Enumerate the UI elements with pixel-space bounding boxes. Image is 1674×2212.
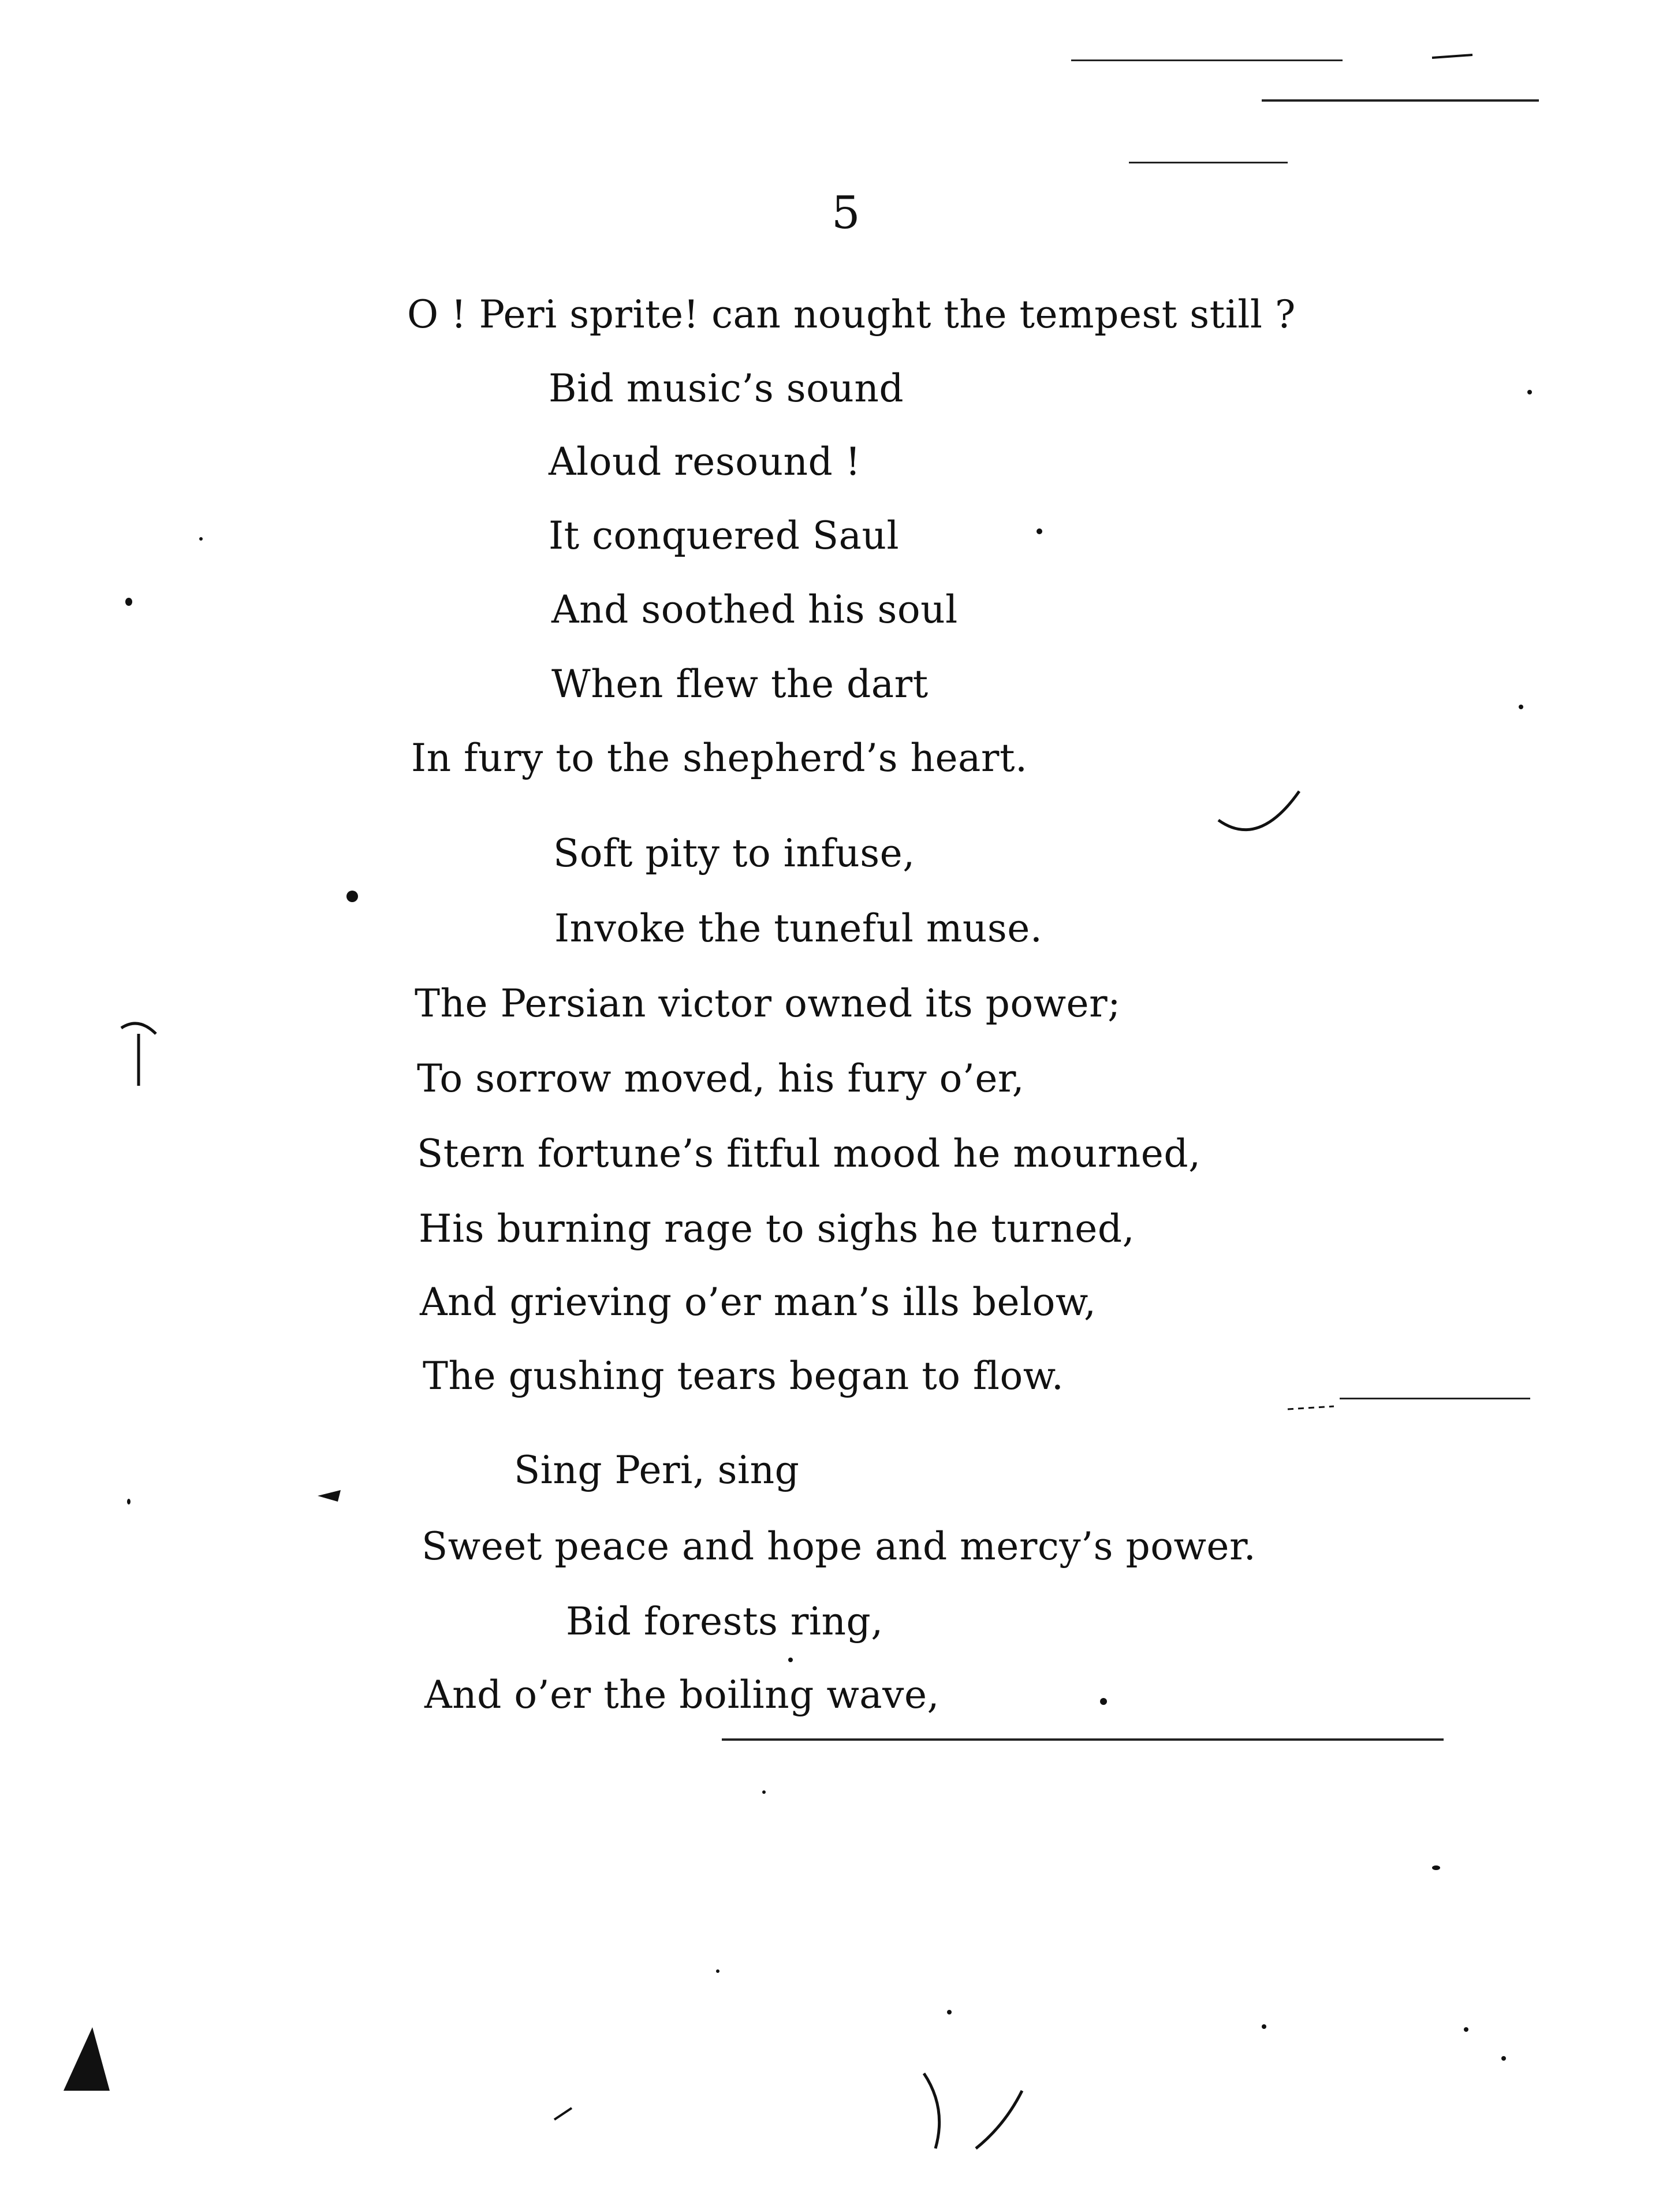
speck	[1527, 390, 1532, 394]
poem-line-7: In fury to the shepherd’s heart.	[411, 736, 1028, 780]
poem-line-18: Bid forests ring,	[566, 1599, 883, 1644]
speck	[762, 1790, 766, 1794]
poem-line-14: And grieving o’er man’s ills below,	[420, 1280, 1097, 1324]
top-rule-3	[1129, 162, 1288, 163]
poem-line-2: Bid music’s sound	[549, 366, 904, 411]
page-number: 5	[832, 187, 860, 239]
bottom-rule	[722, 1738, 1444, 1741]
top-rule-1	[1071, 59, 1343, 61]
speck	[1037, 528, 1042, 534]
speck	[1100, 1698, 1107, 1705]
side-rule	[1340, 1398, 1530, 1399]
poem-line-6: When flew the dart	[551, 662, 929, 706]
speck	[1464, 2027, 1468, 2032]
poem-line-17: Sweet peace and hope and mercy’s power.	[422, 1524, 1257, 1569]
poem-line-4: It conquered Saul	[549, 513, 900, 558]
speck	[127, 1499, 131, 1505]
poem-line-9: Invoke the tuneful muse.	[554, 906, 1043, 951]
top-rule-2	[1262, 99, 1539, 102]
poem-line-13: His burning rage to sighs he turned,	[419, 1206, 1135, 1251]
speck	[1519, 705, 1523, 709]
poem-line-12: Stern fortune’s fitful mood he mourned,	[417, 1131, 1201, 1176]
poem-line-3: Aloud resound !	[549, 440, 861, 484]
poem-line-5: And soothed his soul	[551, 587, 958, 632]
speck	[716, 1969, 719, 1973]
poem-line-16: Sing Peri, sing	[514, 1448, 800, 1492]
poem-line-10: The Persian victor owned its power;	[415, 981, 1121, 1026]
poem-line-1: O ! Peri sprite! can nought the tempest still ?	[407, 292, 1296, 337]
speck	[125, 598, 132, 606]
speck	[788, 1658, 793, 1662]
speck	[947, 2010, 952, 2014]
poem-line-8: Soft pity to infuse,	[553, 831, 915, 876]
speck	[1432, 1865, 1440, 1870]
speck	[1501, 2056, 1506, 2061]
speck	[346, 891, 358, 902]
poem-line-15: The gushing tears began to flow.	[423, 1354, 1064, 1398]
speck	[199, 537, 203, 541]
poem-line-11: To sorrow moved, his fury o’er,	[417, 1056, 1025, 1101]
speck	[1262, 2024, 1266, 2029]
poem-line-19: And o’er the boiling wave,	[424, 1673, 939, 1717]
